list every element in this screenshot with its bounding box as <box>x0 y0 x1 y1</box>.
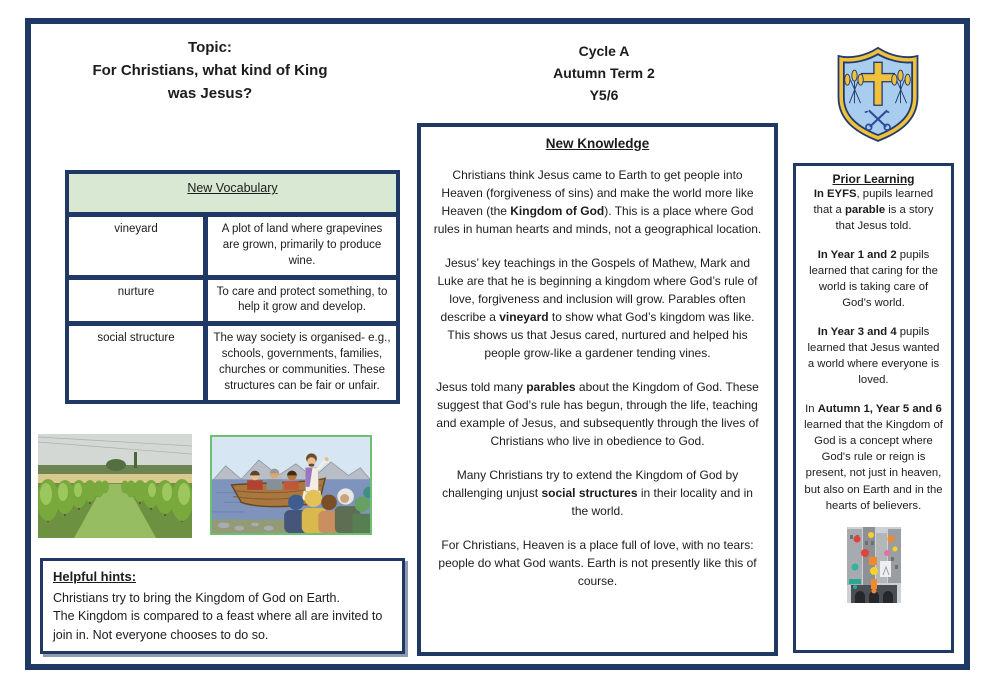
jesus-boat-illustration <box>210 435 372 535</box>
year-group-label: Y5/6 <box>589 87 619 103</box>
prior-learning-title: Prior Learning <box>832 172 915 186</box>
helpful-hint-line: Christians try to bring the Kingdom of God on Earth. <box>53 590 340 605</box>
school-crest-logo <box>833 45 923 143</box>
prior-learning-paragraph: In Year 3 and 4 pupils learned that Jesus wanted a world where everyone is loved. <box>807 326 940 387</box>
vocab-definition: The way society is organised- e.g., schools, governments, families, churches or communities. These structures can be fair or unfair. <box>208 326 396 399</box>
vocab-term: social structure <box>69 326 203 399</box>
topic-question-line-2: was Jesus? <box>167 85 253 102</box>
cycle-term-info <box>484 40 724 106</box>
prior-learning-paragraph: In EYFS, pupils learned that a parable is a story that Jesus told. <box>813 188 934 233</box>
topic-label: Topic: <box>188 39 232 56</box>
knowledge-paragraph: Jesus told many parables about the Kingdom of God. These suggest that God’s rule has begun, through the life, teaching and example of Jesus, and subsequently through the lives of Christians who live in obedience to God. <box>436 380 759 448</box>
knowledge-paragraph: Many Christians try to extend the Kingdom of God by challenging unjust social structures in their locality and in the world. <box>442 468 753 518</box>
new-vocabulary-table <box>65 170 400 404</box>
helpful-hints-title: Helpful hints: <box>53 569 137 584</box>
cycle-label: Cycle A <box>578 43 630 59</box>
knowledge-paragraph: Christians think Jesus came to Earth to get people into Heaven (forgiveness of sins) and make the world more like Heaven (the Kingdom of God). This is a place where God rules in human hearts and minds, not a geographical location. <box>433 168 762 236</box>
knowledge-paragraph: For Christians, Heaven is a place full of love, with no tears: people do what God wants. Earth is not presently like this of course. <box>438 538 757 588</box>
knowledge-paragraph: Jesus’ key teachings in the Gospels of Mathew, Mark and Luke are that he is beginning a kingdom where God’s rule of love, forgiveness and inclusion will grow. Parables often describe a vineyard to show what God’s kingdom was like. This shows us that Jesus cared, nurtured and helped his people grow-like a gardener tending vines. <box>437 256 758 360</box>
vocab-term: vineyard <box>69 217 203 275</box>
helpful-hint-line: The Kingdom is compared to a feast where all are invited to join in. Not everyone chooses to do so. <box>53 609 383 642</box>
new-knowledge-title: New Knowledge <box>545 136 650 151</box>
vocab-table-title: New Vocabulary <box>69 174 396 212</box>
prior-learning-panel <box>793 163 954 653</box>
prior-learning-paragraph: In Autumn 1, Year 5 and 6 learned that the Kingdom of God is a concept where God's rule or reign is present, not just in heaven, but also on Earth and in the hearts of believers. <box>804 403 943 512</box>
prior-learning-paragraph: In Year 1 and 2 pupils learned that caring for the world is taking care of God’s world. <box>809 249 938 310</box>
city-collage-illustration <box>847 527 901 603</box>
vocab-term: nurture <box>69 280 203 322</box>
helpful-hints-panel <box>40 558 405 654</box>
vocab-definition: To care and protect something, to help it grow and develop. <box>208 280 396 322</box>
new-knowledge-panel <box>417 123 778 656</box>
vocab-definition: A plot of land where grapevines are grown, primarily to produce wine. <box>208 217 396 275</box>
vineyard-photo <box>38 434 192 538</box>
topic-question-line-1: For Christians, what kind of King <box>92 62 328 79</box>
topic-title <box>55 36 365 105</box>
term-label: Autumn Term 2 <box>553 65 655 81</box>
